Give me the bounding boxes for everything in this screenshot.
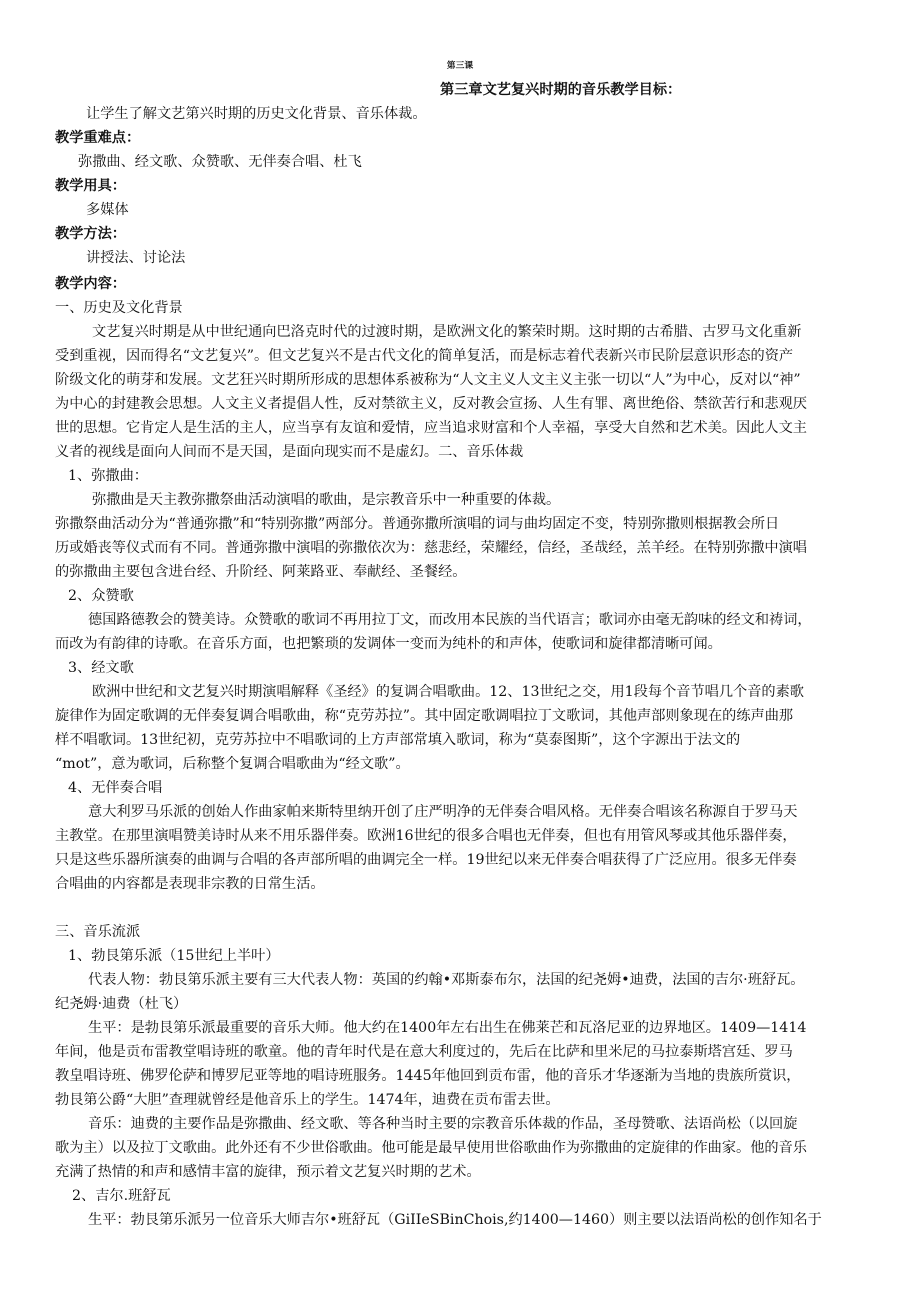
subsection-heading: 4、无伴奏合唱 xyxy=(68,780,163,796)
paragraph-line: 弥撒曲是天主教弥撒祭曲活动演唱的歌曲，是宗教音乐中一种重要的体裁。 xyxy=(92,492,561,508)
key-points-text: 弥撒曲、经文歌、众赞歌、无伴奏合唱、杜飞 xyxy=(78,154,362,170)
heading-tools: 教学用具： xyxy=(55,178,126,194)
paragraph-line: 代表人物：勃艮第乐派主要有三大代表人物：英国的约翰•邓斯泰布尔，法国的纪尧姆•迪费，法国的吉尔·班舒瓦。 xyxy=(88,972,805,988)
tools-text: 多媒体 xyxy=(86,202,129,218)
subsection-heading: 1、弥撒曲： xyxy=(68,468,148,484)
paragraph-line: 充满了热情的和声和感情丰富的旋律，预示着文艺复兴时期的艺术。 xyxy=(55,1164,481,1180)
subsection-heading: 2、吉尔.班舒瓦 xyxy=(72,1188,171,1204)
paragraph-line: “mot”，意为歌词，后称整个复调合唱歌曲为“经文歌”。 xyxy=(55,756,410,772)
paragraph-line: 勃艮第公爵“大胆”查理就曾经是他音乐上的学生。1474年，迪费在贡布雷去世。 xyxy=(55,1092,560,1108)
paragraph-line: 只是这些乐器所演奏的曲调与合唱的各声部所唱的曲调完全一样。19世纪以来无伴奏合唱获得了广泛应用。很多无伴奏 xyxy=(55,852,797,868)
paragraph-line: 纪尧姆·迪费（杜飞） xyxy=(55,996,188,1012)
paragraph-line: 歌为主）以及拉丁文歌曲。此外还有不少世俗歌曲。他可能是最早使用世俗歌曲作为弥撒曲的定旋律的作曲家。他的音乐 xyxy=(55,1140,807,1156)
paragraph-line: 阶级文化的萌芽和发展。文艺狂兴时期所形成的思想体系被称为“人文主义人文主义主张一切以“人”为中心，反对以“神” xyxy=(55,372,801,388)
paragraph-line: 欧洲中世纪和文艺复兴时期演唱解释《圣经》的复调合唱歌曲。12、13世纪之交，用1段每个音节唱几个音的素歌 xyxy=(92,684,804,700)
chapter-heading: 第三章文艺复兴时期的音乐教学目标： xyxy=(440,82,682,98)
objective-text: 让学生了解文艺第兴时期的历史文化背景、音乐体裁。 xyxy=(86,106,427,122)
paragraph-line: 合唱曲的内容都是表现非宗教的日常生活。 xyxy=(55,876,325,892)
section-heading: 一、历史及文化背景 xyxy=(55,300,183,316)
subsection-heading: 3、经文歌 xyxy=(68,660,134,676)
methods-text: 讲授法、讨论法 xyxy=(86,250,186,266)
paragraph-line: 意大利罗马乐派的创始人作曲家帕来斯特里纳开创了庄严明净的无伴奏合唱风格。无伴奏合唱该名称源自于罗马天 xyxy=(88,804,798,820)
paragraph-line: 义者的视线是面向人间而不是天国，是面向现实而不是虚幻。二、音乐体裁 xyxy=(55,444,524,460)
heading-methods: 教学方法： xyxy=(55,226,126,242)
paragraph-line: 教皇唱诗班、佛罗伦萨和博罗尼亚等地的唱诗班服务。1445年他回到贡布雷，他的音乐才华逐渐为当地的贵族所赏识， xyxy=(55,1068,801,1084)
paragraph-line: 生平：是勃艮第乐派最重要的音乐大师。他大约在1400年左右出生在佛莱芒和瓦洛尼亚的边界地区。1409—1414 xyxy=(88,1020,807,1036)
heading-content: 教学内容： xyxy=(55,276,126,292)
paragraph-line: 音乐：迪费的主要作品是弥撒曲、经文歌、等各种当时主要的宗教音乐体裁的作品，圣母赞歌、法语尚松（以回旋 xyxy=(88,1116,798,1132)
paragraph-line: 主教堂。在那里演唱赞美诗时从来不用乐器伴奏。欧洲16世纪的很多合唱也无伴奏，但也有用管风琴或其他乐器伴奏， xyxy=(55,828,797,844)
subsection-heading: 1、勃艮第乐派（15世纪上半叶） xyxy=(68,948,280,964)
paragraph-line: 世的思想。它肯定人是生活的主人，应当享有友谊和爱情，应当追求财富和个人幸福，享受大自然和艺术美。因此人文主 xyxy=(55,420,807,436)
heading-key-points: 教学重难点： xyxy=(55,130,141,146)
paragraph-line: 生平：勃艮第乐派另一位音乐大师吉尔•班舒瓦（GiIIeSBinChois,约1400—1460）则主要以法语尚松的创作知名于 xyxy=(88,1212,822,1228)
paragraph-line: 受到重视，因而得名“文艺复兴”。但文艺复兴不是古代文化的简单复活，而是标志着代表新兴市民阶层意识形态的资产 xyxy=(55,348,794,364)
paragraph-line: 德国路德教会的赞美诗。众赞歌的歌词不再用拉丁文，而改用本民族的当代语言；歌词亦由毫无韵味的经文和祷词， xyxy=(88,612,812,628)
subsection-heading: 2、众赞歌 xyxy=(68,588,134,604)
paragraph-line: 年间，他是贡布雷教堂唱诗班的歌童。他的青年时代是在意大利度过的，先后在比萨和里米尼的马拉泰斯塔宫廷、罗马 xyxy=(55,1044,793,1060)
paragraph-line: 历或婚丧等仪式而有不同。普通弥撒中演唱的弥撒依次为：慈悲经，荣耀经，信经，圣哉经，羔羊经。在特别弥撒中演唱 xyxy=(55,540,807,556)
paragraph-line: 旋律作为固定歌调的无伴奏复调合唱歌曲，称“克劳苏拉”。其中固定歌调唱拉丁文歌词，其他声部则象现在的练声曲那 xyxy=(55,708,794,724)
paragraph-line: 样不唱歌词。13世纪初，克劳苏拉中不唱歌词的上方声部常填入歌词，称为“莫泰图斯”，这个字源出于法文的 xyxy=(55,732,741,748)
lesson-title: 第三课 xyxy=(446,61,474,71)
section-heading: 三、音乐流派 xyxy=(55,924,141,940)
paragraph-line: 而改为有韵律的诗歌。在音乐方面，也把繁琐的发调体一变而为纯朴的和声体，使歌词和旋律都清晰可闻。 xyxy=(55,636,722,652)
paragraph-line: 的弥撒曲主要包含进台经、升阶经、阿莱路亚、奉献经、圣餐经。 xyxy=(55,564,467,580)
paragraph-line: 为中心的封建教会思想。人文主义者提倡人性，反对禁欲主义，反对教会宣扬、人生有罪、离世绝俗、禁欲苦行和悲观厌 xyxy=(55,396,807,412)
paragraph-line: 弥撒祭曲活动分为“普通弥撒”和“特别弥撒”两部分。普通弥撒所演唱的词与曲均固定不变，特别弥撒则根据教会所日 xyxy=(55,516,780,532)
paragraph-line: 文艺复兴时期是从中世纪通向巴洛克时代的过渡时期，是欧洲文化的繁荣时期。这时期的古希腊、古罗马文化重新 xyxy=(92,324,802,340)
